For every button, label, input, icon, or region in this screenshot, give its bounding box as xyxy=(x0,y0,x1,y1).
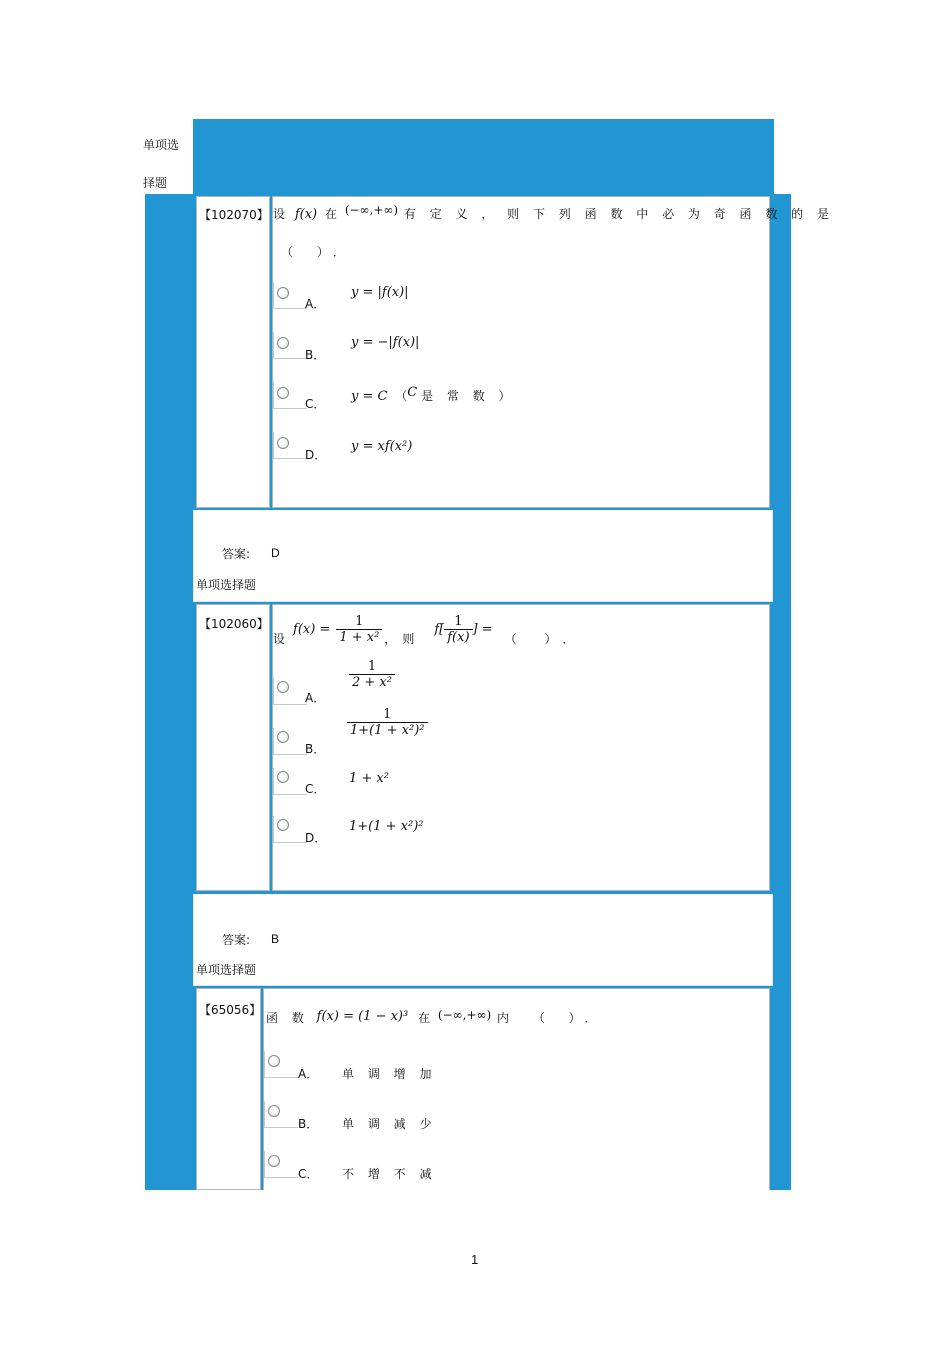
option-b-letter: B． xyxy=(305,348,326,362)
stem-f-bracket-end: ] = xyxy=(472,622,493,637)
answer-2-value: B xyxy=(271,932,280,946)
option-c-radio[interactable] xyxy=(268,1155,280,1167)
option-b-radio[interactable] xyxy=(277,337,289,349)
option-b-radio[interactable] xyxy=(268,1105,280,1117)
section-label xyxy=(143,126,191,202)
question-2-body xyxy=(272,604,770,891)
stem-fraction xyxy=(336,614,382,645)
question-1-stem xyxy=(273,205,834,222)
stem-text: 内 （ ）． xyxy=(497,1011,607,1025)
option-c-text: 不 增 不 减 xyxy=(342,1167,437,1181)
option-a-num: 1 xyxy=(367,659,377,674)
option-b-formula: y = −|f(x)| xyxy=(351,335,420,350)
question-2-stem xyxy=(273,607,586,647)
stem-at: 在 xyxy=(418,1011,431,1025)
option-b-fraction xyxy=(347,707,428,738)
question-1-body xyxy=(272,196,834,508)
option-c-note-c: C xyxy=(407,385,418,400)
stem-line2: （ ）． xyxy=(281,245,355,259)
stem-prefix: 设 xyxy=(273,207,286,221)
stem-fraction-den: 1 + x² xyxy=(336,629,382,645)
answer-1-label: 答案: xyxy=(222,547,251,561)
stem-function: f(x) = xyxy=(293,622,331,637)
option-a-radio[interactable] xyxy=(277,681,289,693)
option-c-formula: y = C xyxy=(351,389,388,404)
option-a-radio[interactable] xyxy=(277,287,289,299)
question-3-body xyxy=(263,988,770,1190)
option-c-letter: C． xyxy=(298,1167,319,1181)
stem-fraction-2 xyxy=(444,614,472,645)
option-b-letter: B． xyxy=(305,742,326,756)
question-1-id-cell xyxy=(196,196,270,508)
question-3-id: 【65056】 xyxy=(199,1003,262,1017)
option-c-letter: C． xyxy=(305,397,326,411)
question-2-type-label: 单项选择题 xyxy=(196,578,257,592)
option-d-formula: 1+(1 + x²)² xyxy=(349,819,424,834)
stem-function: f(x) xyxy=(294,207,318,222)
option-a-letter: A． xyxy=(305,691,326,705)
answer-2-panel xyxy=(193,894,773,986)
option-d-radio[interactable] xyxy=(277,819,289,831)
stem-fraction-num: 1 xyxy=(355,614,364,629)
option-d-radio[interactable] xyxy=(277,437,289,449)
option-a-formula: y = |f(x)| xyxy=(351,285,409,300)
question-3-id-cell xyxy=(196,988,261,1190)
stem-fraction-2-den: f(x) xyxy=(444,629,472,645)
answer-2-label: 答案: xyxy=(222,933,251,947)
option-c-note-open: （ xyxy=(395,389,408,403)
option-a-text: 单 调 增 加 xyxy=(342,1067,437,1081)
header-band xyxy=(193,119,774,194)
page-number: 1 xyxy=(471,1252,479,1267)
option-b-text: 单 调 减 少 xyxy=(342,1117,437,1131)
option-c-formula: 1 + x² xyxy=(349,771,389,786)
question-3-type-label: 单项选择题 xyxy=(196,963,257,977)
option-b-letter: B． xyxy=(298,1117,319,1131)
option-b-den: 1+(1 + x²)² xyxy=(347,722,428,738)
question-2-id: 【102060】 xyxy=(199,617,269,631)
stem-interval: (−∞,+∞) xyxy=(437,1008,492,1022)
stem-interval: (−∞,+∞) xyxy=(344,203,399,217)
answer-1-value: D xyxy=(271,546,280,560)
stem-text: 有 定 义 ， 则 下 列 函 数 中 必 为 奇 函 数 的 是 xyxy=(403,207,834,221)
section-label-line2: 择题 xyxy=(143,176,168,190)
option-c-radio[interactable] xyxy=(277,771,289,783)
stem-prefix: 函 数 xyxy=(266,1011,309,1025)
option-a-letter: A． xyxy=(305,297,326,311)
option-a-radio[interactable] xyxy=(268,1055,280,1067)
question-3-stem xyxy=(266,1009,607,1026)
option-a-fraction xyxy=(349,659,395,690)
option-b-num: 1 xyxy=(383,707,392,722)
stem-paren: （ ）． xyxy=(504,632,587,646)
option-c-content xyxy=(351,387,516,404)
stem-f-bracket: f[ xyxy=(434,622,445,637)
stem-comma: ， xyxy=(384,632,397,646)
option-b-radio[interactable] xyxy=(277,731,289,743)
section-label-line1: 单项选 xyxy=(143,138,180,152)
question-2-id-cell xyxy=(196,604,270,891)
answer-1-panel xyxy=(193,510,773,602)
stem-fraction-2-num: 1 xyxy=(454,614,463,629)
stem-function: f(x) = (1 − x)³ xyxy=(316,1009,409,1024)
option-d-letter: D． xyxy=(305,448,327,462)
option-c-radio[interactable] xyxy=(277,387,289,399)
stem-prefix: 设 xyxy=(273,632,286,646)
option-d-letter: D． xyxy=(305,831,327,845)
stem-then: 则 xyxy=(402,632,415,646)
option-c-note-text: 是 常 数 ） xyxy=(421,389,516,403)
stem-at: 在 xyxy=(324,207,337,221)
option-c-letter: C． xyxy=(305,782,326,796)
question-1-id: 【102070】 xyxy=(199,208,269,222)
option-a-letter: A． xyxy=(298,1067,319,1081)
right-sidebar xyxy=(773,194,791,1190)
left-sidebar xyxy=(145,194,193,1190)
option-a-den: 2 + x² xyxy=(349,674,395,690)
option-d-formula: y = xf(x²) xyxy=(351,439,413,454)
